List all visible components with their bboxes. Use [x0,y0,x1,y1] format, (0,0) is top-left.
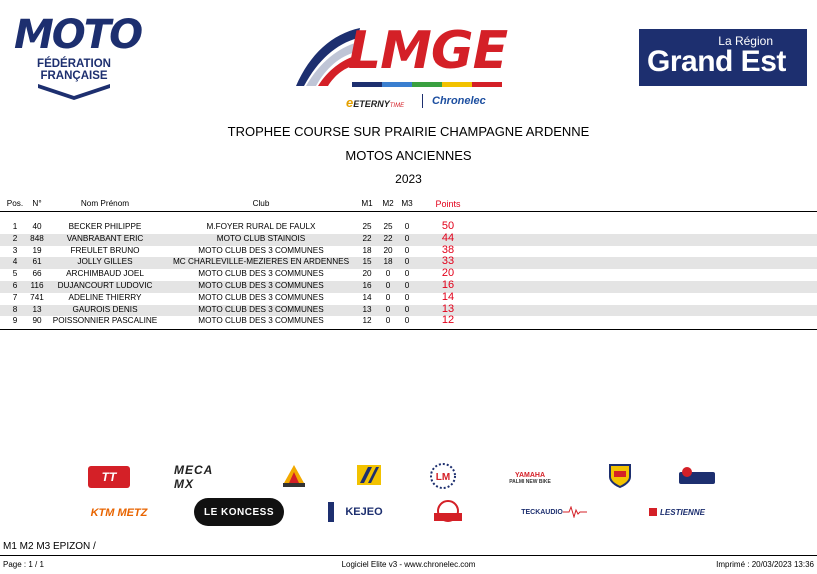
lmge-color-bar-icon [352,82,502,87]
cell-num: 61 [32,257,42,267]
table-row [0,316,817,328]
cell-num: 66 [32,269,42,279]
eterny-e-icon: e [346,95,354,110]
cell-num: 19 [32,245,42,255]
cell-m3: 0 [404,269,410,279]
footer-note: M1 M2 M3 EPIZON / [3,541,96,552]
partner-divider [422,94,423,108]
cell-name: DUJANCOURT LUDOVIC [57,281,153,290]
cell-m1: 13 [362,304,372,314]
sponsor-lestienne-logo: LESTIENNE [636,504,718,520]
cell-pos: 9 [12,316,18,326]
svg-text:LM: LM [435,472,451,483]
cell-pos: 4 [12,257,18,267]
cell-m3: 0 [404,222,410,231]
cell-num: 40 [32,222,42,231]
ffm-logo-word: MOTO [14,12,142,58]
chronelec-logo: Chronelec [432,95,486,107]
cell-points: 33 [441,255,455,268]
sponsor-flame-badge-icon [280,463,308,489]
event-title: TROPHEE COURSE SUR PRAIRIE CHAMPAGNE ARDENNE [227,124,590,139]
cell-m3: 0 [404,245,410,255]
cell-club: MC CHARLEVILLE-MEZIERES EN ARDENNES [172,257,350,267]
cell-m3: 0 [404,233,410,243]
cell-pos: 6 [12,281,18,290]
cell-pos: 2 [12,233,18,243]
cell-club: MOTO CLUB DES 3 COMMUNES [198,292,324,302]
cell-m2: 20 [383,245,393,255]
sponsor-yamaha-logo: YAMAHA PALMI NEW BIKE [509,471,551,485]
cell-m2: 0 [385,269,391,279]
table-row [0,269,817,281]
cell-m1: 22 [362,233,372,243]
cell-name: JOLLY GILLES [77,257,133,267]
table-row [0,222,817,234]
cell-m2: 0 [385,304,391,314]
sponsor-emblem-icon [428,499,468,527]
partner-logos [346,94,506,110]
cell-name: ARCHIMBAUD JOEL [66,269,144,279]
cell-m1: 12 [362,316,372,326]
header-pos: Pos. [6,199,24,208]
cell-name: GAUROIS DENIS [72,304,138,314]
results-table-header [0,199,817,211]
cell-m2: 18 [383,257,393,267]
cell-m3: 0 [404,316,410,326]
cell-club: MOTO CLUB DES 3 COMMUNES [198,281,324,290]
cell-club: MOTO CLUB STAINOIS [216,233,306,243]
cell-m1: 14 [362,292,372,302]
cell-club: MOTO CLUB DES 3 COMMUNES [198,316,324,326]
sponsor-lestienne-mark-icon [649,508,657,516]
cell-m2: 0 [385,281,391,290]
cell-club: MOTO CLUB DES 3 COMMUNES [198,245,324,255]
sponsor-ktm-metz-logo: KTM METZ [90,507,148,519]
printed-date: Imprimé : 20/03/2023 13:36 [716,560,814,569]
cell-pos: 3 [12,245,18,255]
cell-m3: 0 [404,281,410,290]
cell-points: 44 [441,231,455,244]
cell-m2: 0 [385,292,391,302]
table-bottom-divider [0,329,817,330]
ffm-chevron-icon [38,84,110,100]
table-row [0,302,817,317]
cell-m1: 16 [362,281,372,290]
table-row [0,257,817,269]
cell-points: 20 [441,267,455,280]
region-logo-line2: Grand Est [647,45,786,78]
sponsor-moto-badge-icon [677,466,717,488]
cell-pos: 7 [12,292,18,302]
cell-club: MOTO CLUB DES 3 COMMUNES [198,304,324,314]
table-row [0,281,817,293]
season-year: 2023 [395,172,422,186]
page-number: Page : 1 / 1 [3,560,44,569]
cell-club: M.FOYER RURAL DE FAULX [206,222,316,231]
cell-m3: 0 [404,304,410,314]
header-m1: M1 [361,199,373,208]
sponsor-tt-logo: TT [88,466,130,488]
header-club: Club [252,199,270,208]
eterny-time-logo: eETERNYTIME [346,95,405,110]
cell-m1: 20 [362,269,372,279]
cell-name: BECKER PHILIPPE [68,222,142,231]
lmge-logo [292,18,524,90]
sponsor-shield-icon [608,463,632,489]
sponsor-sport-badge-icon [354,463,384,489]
cell-num: 848 [30,233,44,243]
cell-name: POISSONNIER PASCALINE [52,316,158,326]
category-title: MOTOS ANCIENNES [345,148,472,163]
region-grand-est-logo [639,29,807,86]
header-points: Points [435,199,461,209]
header-num: N° [32,199,42,208]
header-name: Nom Prénom [80,199,130,208]
cell-m2: 25 [383,222,393,231]
sponsor-mecamx-logo: MECA MX [174,463,213,491]
sponsor-kejeo-logo: KEJEO [328,502,391,522]
header-m3: M3 [401,199,413,208]
cell-pos: 1 [12,222,18,231]
cell-num: 116 [30,281,44,290]
cell-m3: 0 [404,257,410,267]
table-row [0,243,817,258]
region-logo-line1: La Région [718,34,773,48]
cell-points: 13 [441,302,455,315]
cell-pos: 5 [12,269,18,279]
ffm-logo-line1: FÉDÉRATION [37,58,111,70]
cell-name: VANBRABANT ERIC [66,233,144,243]
cell-points: 14 [441,290,455,303]
cell-m1: 25 [362,222,372,231]
cell-name: FREULET BRUNO [70,245,140,255]
lmge-logo-word: LMGE [348,21,508,81]
cell-num: 741 [30,292,44,302]
cell-num: 90 [32,316,42,326]
table-row [0,231,817,246]
cell-points: 50 [441,220,455,232]
cell-points: 38 [441,243,455,256]
cell-m2: 22 [383,233,393,243]
sponsor-teckaudio-logo: TECKAUDIO [517,503,591,521]
sponsor-star-circle-icon [429,462,457,490]
cell-points: 12 [441,314,455,327]
cell-m3: 0 [404,292,410,302]
cell-name: ADELINE THIERRY [68,292,142,302]
sponsor-le-koncess-logo: LE KONCESS [194,498,284,526]
header-m2: M2 [382,199,394,208]
cell-points: 16 [441,279,455,291]
cell-m2: 0 [385,316,391,326]
footer-divider [0,555,817,556]
header-divider [0,211,817,212]
ffm-logo [14,12,142,100]
sponsor-teckaudio-wave-icon [563,506,587,518]
cell-m1: 15 [362,257,372,267]
cell-club: MOTO CLUB DES 3 COMMUNES [198,269,324,279]
table-row [0,290,817,305]
software-credit: Logiciel Elite v3 - www.chronelec.com [341,560,476,569]
ffm-logo-line2: FRANÇAISE [40,70,108,82]
cell-m1: 18 [362,245,372,255]
cell-pos: 8 [12,304,18,314]
cell-num: 13 [32,304,42,314]
